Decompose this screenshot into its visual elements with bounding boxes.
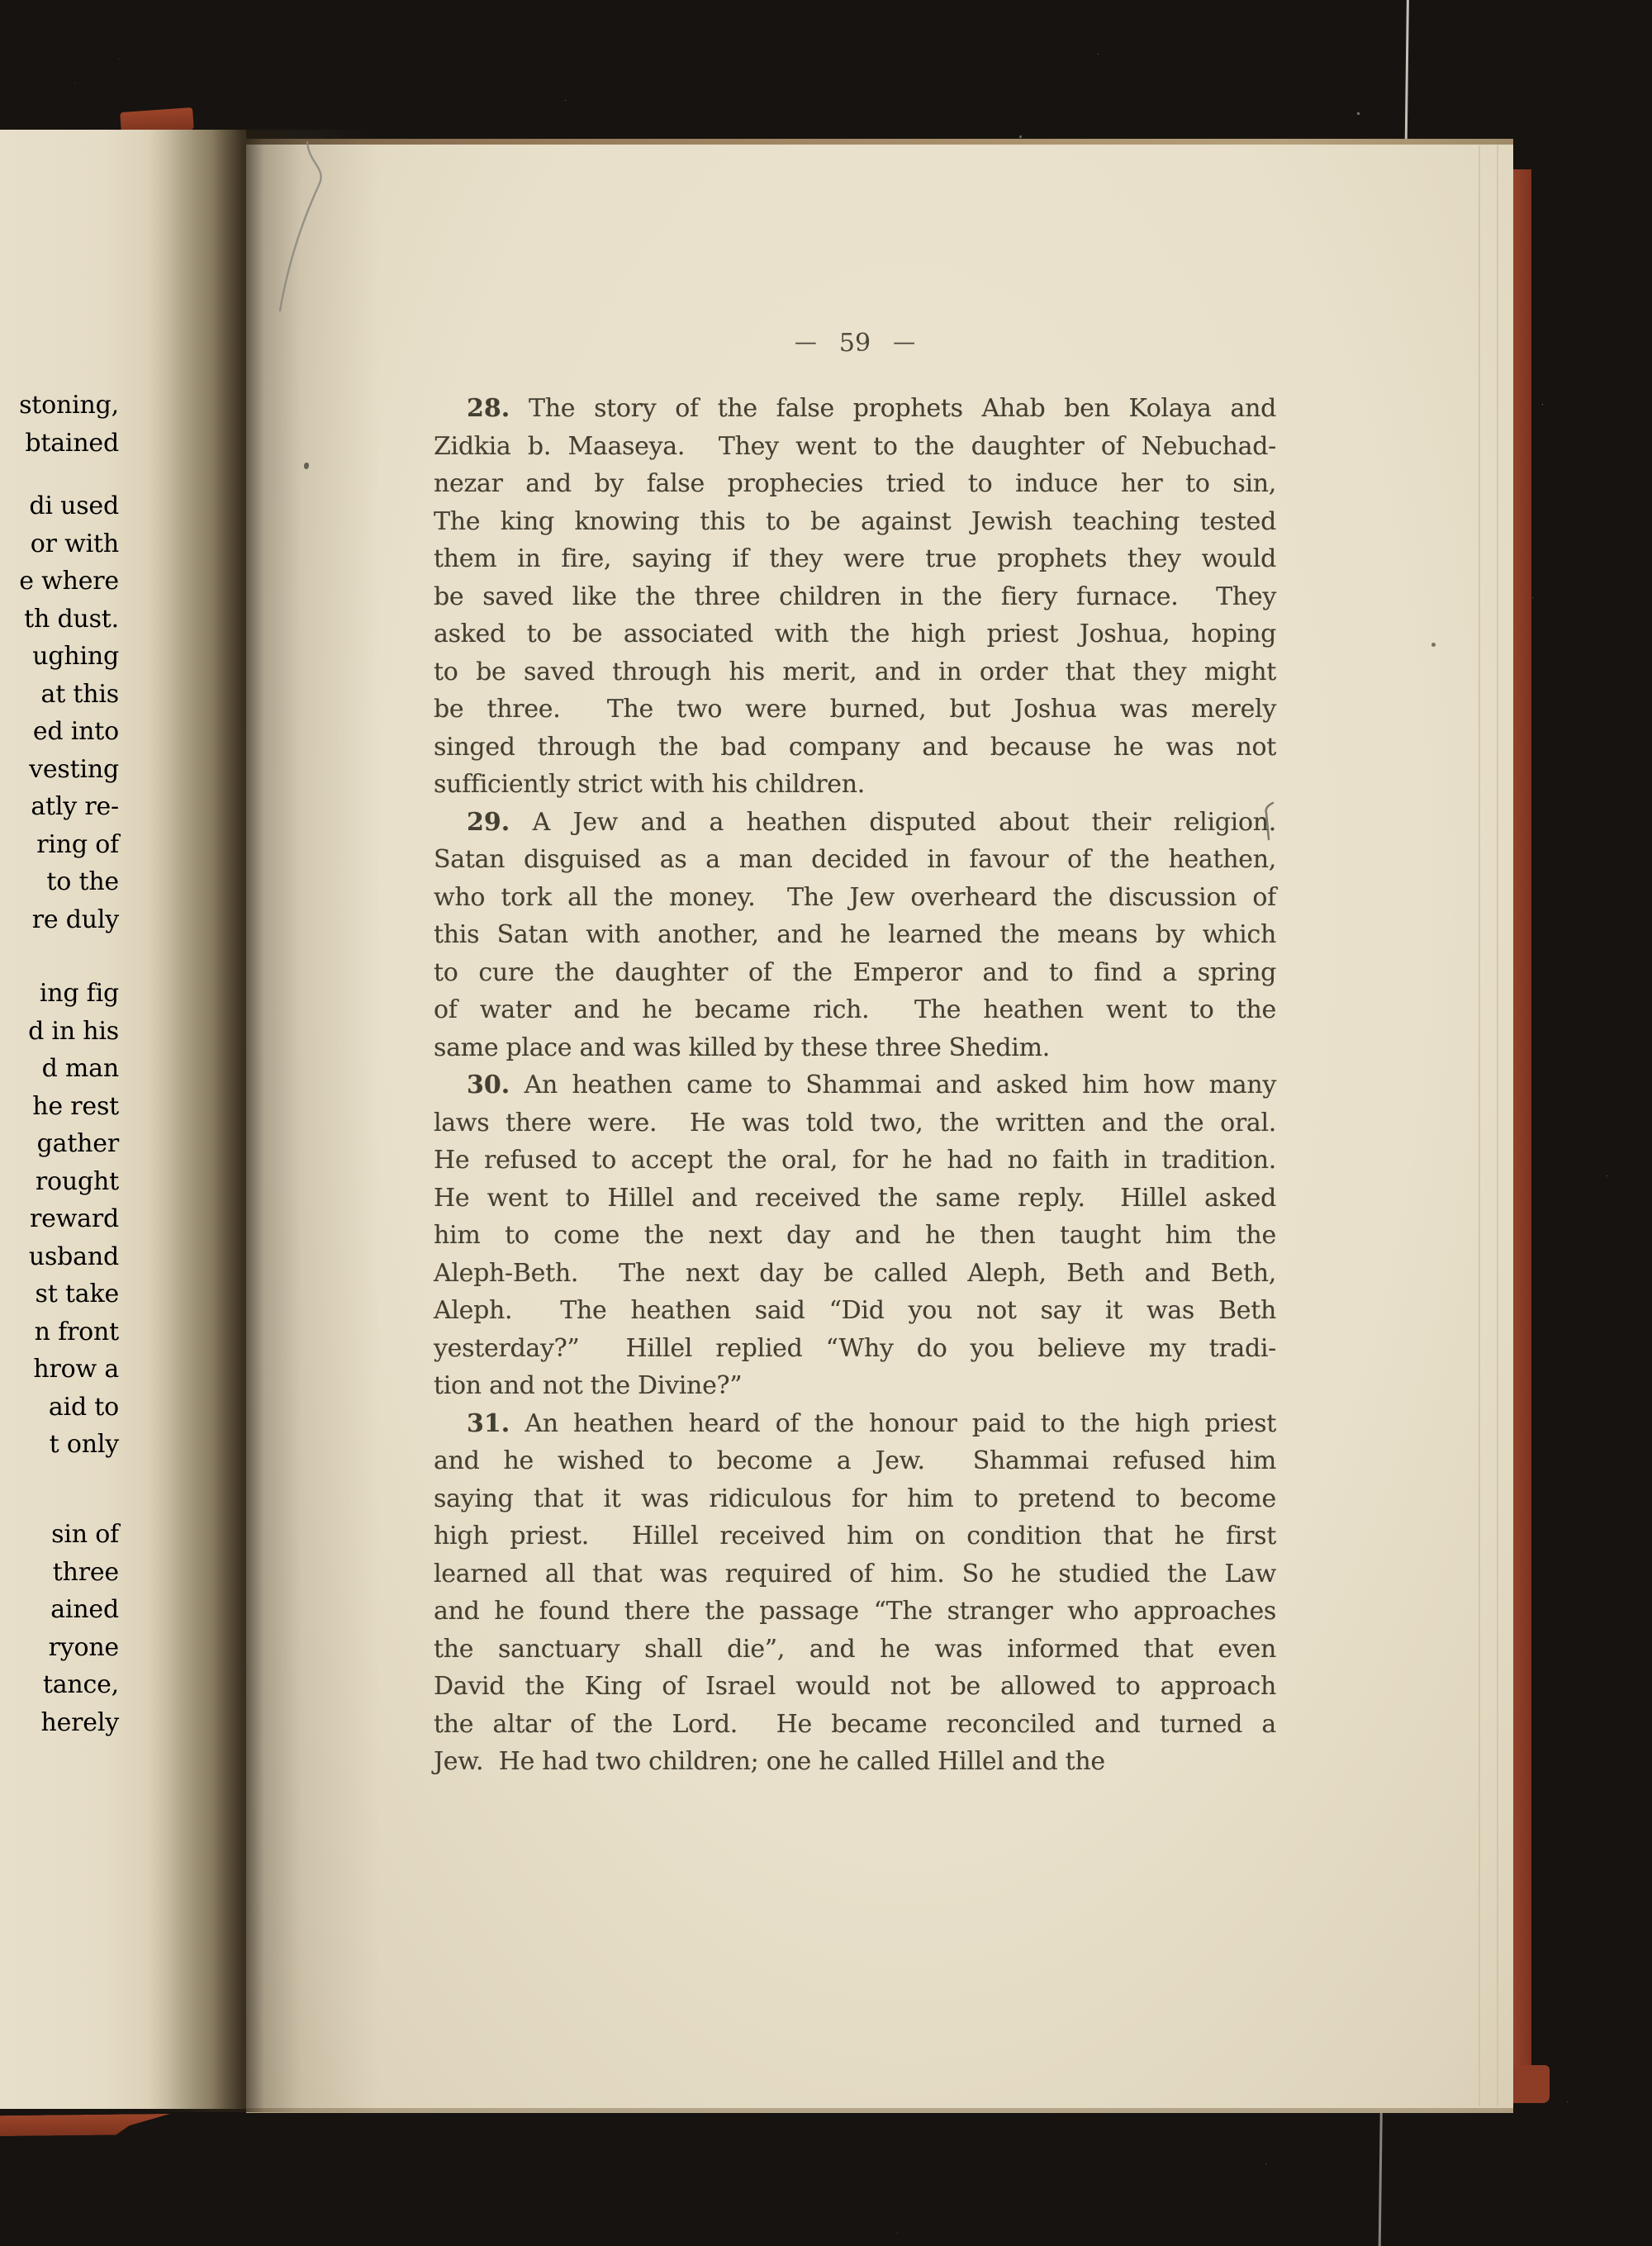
page-number: 59	[838, 329, 871, 358]
paragraph-line: learned all that was required of him. So he studied the Law	[434, 1559, 1276, 1588]
paragraph-line: Jew. He had two children; one he called Hillel and the	[434, 1747, 1105, 1776]
paragraph-line: to be saved through his merit, and in order that they might	[434, 657, 1276, 686]
left-fragment-line: three	[52, 1557, 119, 1587]
paragraph-line: saying that it was ridiculous for him to pretend to become	[434, 1484, 1276, 1513]
paragraph-line: high priest. Hillel received him on condition that he first	[434, 1522, 1276, 1550]
left-fragment-line: tance,	[42, 1670, 119, 1699]
paragraph-number: 30.	[467, 1071, 510, 1099]
paragraph-line: the sanctuary shall die”, and he was informed that even	[434, 1634, 1276, 1664]
paragraph-line: the altar of the Lord. He became reconciled and turned a	[434, 1709, 1276, 1739]
left-fragment-line: th dust.	[24, 604, 119, 634]
paragraph-line: yesterday?” Hillel replied “Why do you believe my tradi-	[434, 1333, 1276, 1363]
left-fragment-line: ained	[50, 1595, 119, 1624]
left-fragment-line: t only	[49, 1430, 119, 1459]
page-text	[434, 390, 1276, 1781]
paragraph-line: of water and he became rich. The heathen went to the	[434, 995, 1276, 1024]
left-fragment-line: gather	[36, 1129, 119, 1158]
paragraph-line: to cure the daughter of the Emperor and to find a spring	[434, 957, 1276, 987]
fore-edge-crease	[1497, 145, 1498, 2106]
left-fragment-line: or with	[30, 529, 119, 558]
paragraph-line: and he found there the passage “The stranger who approaches	[434, 1597, 1276, 1626]
paragraph-line: tion and not the Divine?”	[434, 1371, 743, 1400]
paragraph-line: him to come the next day and he then taught him the	[434, 1221, 1276, 1250]
paragraph-line: this Satan with another, and he learned the means by which	[434, 920, 1276, 949]
paragraph-line: be saved like the three children in the fiery furnace. They	[434, 582, 1276, 611]
paragraph-line: laws there were. He was told two, the written and the oral.	[434, 1108, 1276, 1137]
paragraph-line: and he wished to become a Jew. Shammai refused him	[434, 1446, 1276, 1475]
paragraph-line: same place and was killed by these three Shedim.	[434, 1033, 1050, 1062]
fore-edge-crease	[1479, 145, 1480, 2106]
left-fragment-line: herely	[40, 1707, 119, 1737]
left-page-fragments	[0, 0, 122, 2246]
left-fragment-line: st take	[35, 1280, 119, 1308]
book-cover-corner-bottom-right	[1513, 2065, 1550, 2103]
paragraph-line: He went to Hillel and received the same reply. Hillel asked	[434, 1183, 1276, 1213]
left-fragment-line: d in his	[28, 1016, 119, 1046]
paragraph-line: David the King of Israel would not be allowed to approach	[434, 1672, 1276, 1701]
left-fragment-line: ryone	[48, 1632, 119, 1662]
left-fragment-line: vesting	[29, 754, 119, 784]
paragraph-line: sufficiently strict with his children.	[434, 770, 866, 799]
page-number-dash-right: —	[893, 330, 916, 355]
paragraph-line: who tork all the money. The Jew overheard the discussion of	[434, 882, 1276, 912]
right-page	[246, 139, 1513, 2113]
left-fragment-line: aid to	[48, 1392, 119, 1422]
left-fragment-line: btained	[25, 428, 119, 458]
paragraph-line: Aleph-Beth. The next day be called Aleph, Beth and Beth,	[434, 1258, 1276, 1288]
left-fragment-line: to the	[46, 867, 119, 896]
left-fragment-line: sin of	[51, 1520, 119, 1549]
paragraph-line: 31. An heathen heard of the honour paid to the high priest	[467, 1408, 1276, 1438]
page-number-dash-left: —	[794, 330, 817, 355]
left-fragment-line: ring of	[36, 829, 119, 859]
paragraph-line: Satan disguised as a man decided in favour of the heathen,	[434, 845, 1276, 874]
paragraph-line: them in fire, saying if they were true prophets they would	[434, 544, 1276, 573]
left-fragment-group	[0, 387, 122, 462]
left-fragment-group	[0, 975, 122, 1464]
left-fragment-line: he rest	[32, 1091, 119, 1121]
left-fragment-line: usband	[28, 1242, 119, 1271]
paragraph-line: asked to be associated with the high priest Joshua, hoping	[434, 620, 1276, 648]
left-fragment-line: rought	[35, 1166, 119, 1196]
paragraph-number: 28.	[467, 394, 510, 423]
paragraph-line: 30. An heathen came to Shammai and asked him how many	[467, 1071, 1276, 1099]
paragraph-line: Aleph. The heathen said “Did you not say it was Beth	[434, 1296, 1276, 1325]
paragraph-line: 29. A Jew and a heathen disputed about their religion.	[467, 807, 1276, 837]
paragraph-number: 29.	[467, 807, 510, 837]
paragraph-number: 31.	[467, 1408, 510, 1438]
left-fragment-line: d man	[41, 1054, 119, 1083]
book-cover-edge-right	[1513, 169, 1531, 2103]
paragraph-line: singed through the bad company and because he was not	[434, 732, 1276, 762]
paragraph-line: The king knowing this to be against Jewish teaching tested	[434, 506, 1276, 536]
left-fragment-line: ughing	[32, 642, 119, 671]
paragraph-line: 28. The story of the false prophets Ahab ben Kolaya and	[467, 394, 1276, 423]
left-fragment-line: ed into	[32, 717, 119, 746]
left-fragment-line: ing fig	[39, 979, 119, 1008]
left-fragment-line: at this	[40, 679, 119, 709]
paragraph-line: Zidkia b. Maaseya. They went to the daughter of Nebuchad-	[434, 431, 1276, 461]
left-fragment-group	[0, 1516, 122, 1741]
left-page	[0, 130, 246, 2109]
left-fragment-line: re duly	[31, 905, 119, 934]
paragraph-line: be three. The two were burned, but Joshua was merely	[434, 695, 1276, 724]
paragraph-line: nezar and by false prophecies tried to induce her to sin,	[434, 469, 1276, 498]
left-fragment-line: di used	[29, 491, 119, 520]
paragraph-line: He refused to accept the oral, for he had no faith in tradition.	[434, 1146, 1276, 1175]
left-fragment-line: hrow a	[33, 1355, 119, 1384]
left-fragment-line: reward	[29, 1204, 119, 1233]
page-number-row	[434, 324, 1276, 362]
left-fragment-group	[0, 487, 122, 938]
left-fragment-line: n front	[34, 1317, 119, 1346]
left-fragment-line: atly re-	[31, 792, 119, 821]
left-fragment-line: e where	[19, 567, 119, 596]
left-fragment-line: stoning,	[19, 391, 119, 420]
